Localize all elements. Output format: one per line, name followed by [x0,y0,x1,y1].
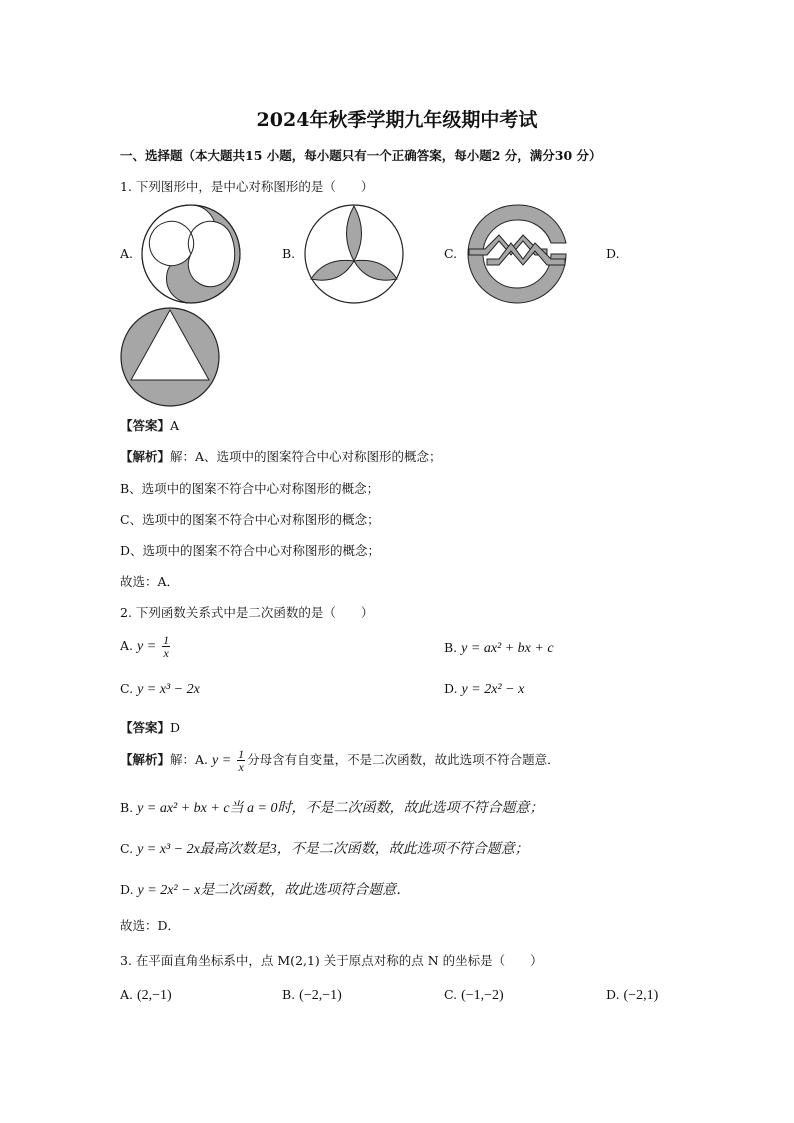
answer-value: A [170,418,180,433]
q2-analysis-a [120,748,560,773]
answer-label: 【答案】 [120,720,171,735]
q3-label-d: D. [606,987,620,1002]
q3-b-value: (−2,−1) [299,988,342,1003]
q2-analysis-d: D. y = 2x² − x是二次函数，故此选项符合题意． [120,882,411,898]
q1-label-a: A. [120,246,134,261]
figure-a-triskelion [140,203,242,305]
q3-option-b [282,987,342,1004]
q2-label-b: B. [444,640,458,655]
analysis-line: y = x³ − 2x最高次数是3，不是二次函数，故此选项不符合题意； [137,842,529,857]
q2-stem: 2. 下列函数关系式中是二次函数的是（ ） [120,605,374,620]
q1-label-c: C. [444,246,458,261]
frac-denominator: x [163,646,169,660]
q3-stem: 3. 在平面直角坐标系中，点 M(2,1) 关于原点对称的点 N 的坐标是（ ） [120,953,543,968]
analysis-prefix: 解：A. [170,752,209,767]
answer-value: D [170,720,181,735]
q3-option-d [606,987,658,1004]
q1-analysis-a [120,447,442,465]
q2-analysis-c: C. y = x³ − 2x最高次数是3，不是二次函数，故此选项不符合题意； [120,841,529,857]
frac-numerator: 1 [238,747,245,761]
q2-analysis-b: B. y = ax² + bx + c当 a = 0时，不是二次函数，故此选项不符合题意； [120,800,544,816]
analysis-line: y = 2x² − x是二次函数，故此选项符合题意． [137,883,411,898]
q1-label-b: B. [282,246,296,261]
q3-c-value: (−1,−2) [461,988,504,1003]
q1-analysis-b: B、选项中的图案不符合中心对称图形的概念； [120,481,380,496]
q1-analysis-c: C、选项中的图案不符合中心对称图形的概念； [120,512,380,527]
analysis-label: 【解析】 [120,449,171,464]
q3-option-c [444,987,504,1004]
figure-c-ring-zigzag [465,203,569,305]
q2-b-expr: y = ax² + bx + c [461,641,554,656]
q2-option-c [120,681,200,698]
q2-option-a [120,634,172,659]
answer-label: 【答案】 [120,418,171,433]
q2-label-a: A. [120,638,134,653]
figure-b-petals [303,203,405,305]
q1-stem: 1. 下列图形中，是中心对称图形的是（ ） [120,179,374,194]
fraction-1-over-x [162,634,170,659]
q2-d-expr: y = 2x² − x [461,682,525,697]
q3-d-value: (−2,1) [623,988,659,1003]
section-heading: 一、选择题（本大题共15 小题，每小题只有一个正确答案，每小题2 分，满分30 分） [120,148,602,163]
frac-numerator: 1 [163,633,170,647]
q2-option-d [444,681,524,698]
q3-label-c: C. [444,987,458,1002]
page-title: 2024年秋季学期九年级期中考试 [256,109,538,131]
q2-a-lhs: y = [137,639,157,654]
figure-d-circle-triangle [119,306,221,408]
q2-answer [120,718,180,736]
analysis-label: 【解析】 [120,752,171,767]
q1-label-d: D. [606,246,620,261]
q2-c-expr: y = x³ − 2x [137,682,200,697]
analysis-line: 解：A、选项中的图案符合中心对称图形的概念； [170,449,442,464]
q2-label-c: C. [120,681,134,696]
q3-a-value: (2,−1) [137,988,172,1003]
frac-denominator: x [238,760,244,774]
analysis-line: y = ax² + bx + c当 a = 0时，不是二次函数，故此选项不符合题意； [137,801,544,816]
q3-label-a: A. [120,987,134,1002]
analysis-a-lhs: y = [212,753,232,768]
q2-label-d: D. [444,681,458,696]
q1-analysis-d: D、选项中的图案不符合中心对称图形的概念； [120,543,381,558]
q3-option-a [120,987,172,1004]
q3-label-b: B. [282,987,296,1002]
q2-option-b [444,640,554,657]
analysis-fraction [237,748,245,773]
q1-answer [120,416,179,434]
analysis-suffix: 分母含有自变量，不是二次函数，故此选项不符合题意． [247,752,560,767]
q2-conclusion: 故选：D． [120,918,181,933]
q1-conclusion: 故选：A． [120,574,180,589]
